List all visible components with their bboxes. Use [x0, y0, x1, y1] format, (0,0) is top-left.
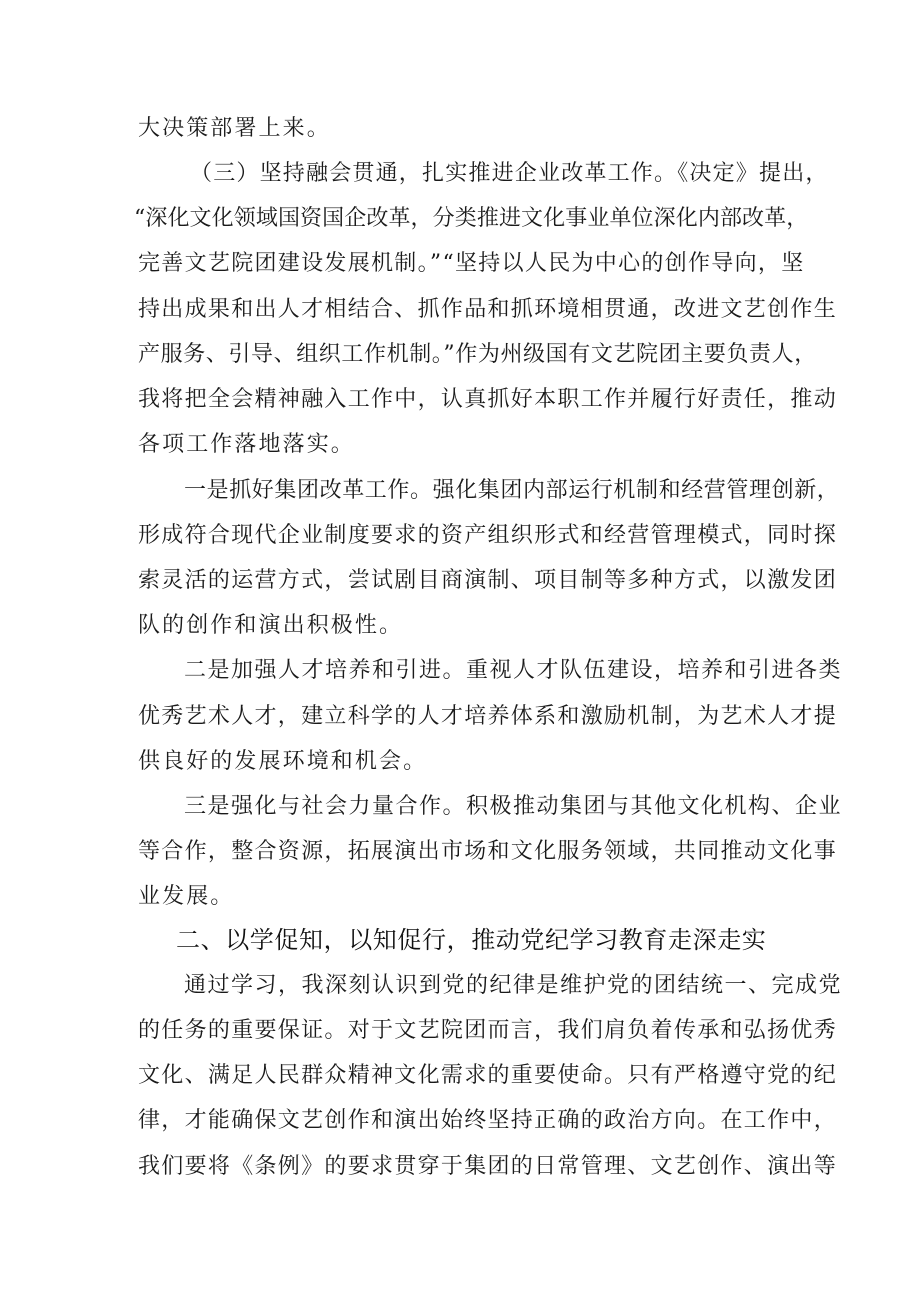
- paragraph-start: 三是强化与社会力量合作。积极推动集团与其他文化机构、企业: [184, 794, 843, 819]
- text-line: 文化、满足人民群众精神文化需求的重要使命。只有严格遵守党的纪: [138, 1063, 838, 1088]
- text-line: “深化文化领域国资国企改革，分类推进文化事业单位深化内部改革，: [134, 206, 809, 231]
- text-line: 产服务、引导、组织工作机制。”作为州级国有文艺院团主要负责人，: [138, 342, 817, 367]
- text-line: 索灵活的运营方式，尝试剧目商演制、项目制等多种方式，以激发团: [138, 568, 838, 593]
- text-line: 我们要将《条例》的要求贯穿于集团的日常管理、文艺创作、演出等: [138, 1154, 838, 1179]
- text-line: 持出成果和出人才相结合、抓作品和抓环境相贯通，改进文艺创作生: [138, 297, 838, 322]
- text-line: 大决策部署上来。: [138, 116, 331, 141]
- text-line: 的任务的重要保证。对于文艺院团而言，我们肩负着传承和弘扬优秀: [138, 1018, 838, 1043]
- text-line: 各项工作落地落实。: [138, 432, 355, 457]
- text-line: 优秀艺术人才，建立科学的人才培养体系和激励机制，为艺术人才提: [138, 704, 838, 729]
- paragraph-start: 一是抓好集团改革工作。强化集团内部运行机制和经营管理创新，: [184, 478, 840, 503]
- section-title-3: （三）坚持融会贯通，扎实推进企业改革工作。《决定》提出，: [190, 161, 829, 186]
- text-line: 我将把全会精神融入工作中，认真抓好本职工作并履行好责任，推动: [138, 387, 838, 412]
- text-line: 形成符合现代企业制度要求的资产组织形式和经营管理模式，同时探: [138, 523, 838, 548]
- section-heading: 二、以学促知，以知促行，推动党纪学习教育走深走实: [176, 926, 767, 954]
- text-line: 律，才能确保文艺创作和演出始终坚持正确的政治方向。在工作中，: [138, 1108, 838, 1133]
- text-line: 队的创作和演出积极性。: [138, 613, 404, 638]
- paragraph-start: 二是加强人才培养和引进。重视人才队伍建设，培养和引进各类: [184, 658, 843, 683]
- text-line: 等合作，整合资源，拓展演出市场和文化服务领域，共同推动文化事: [138, 839, 838, 864]
- paragraph-start: 通过学习，我深刻认识到党的纪律是维护党的团结统一、完成党: [184, 973, 843, 998]
- text-line: 供良好的发展环境和机会。: [138, 749, 428, 774]
- text-line: 业发展。: [138, 884, 235, 909]
- text-line: 完善文艺院团建设发展机制。”“坚持以人民为中心的创作导向，坚: [138, 251, 805, 276]
